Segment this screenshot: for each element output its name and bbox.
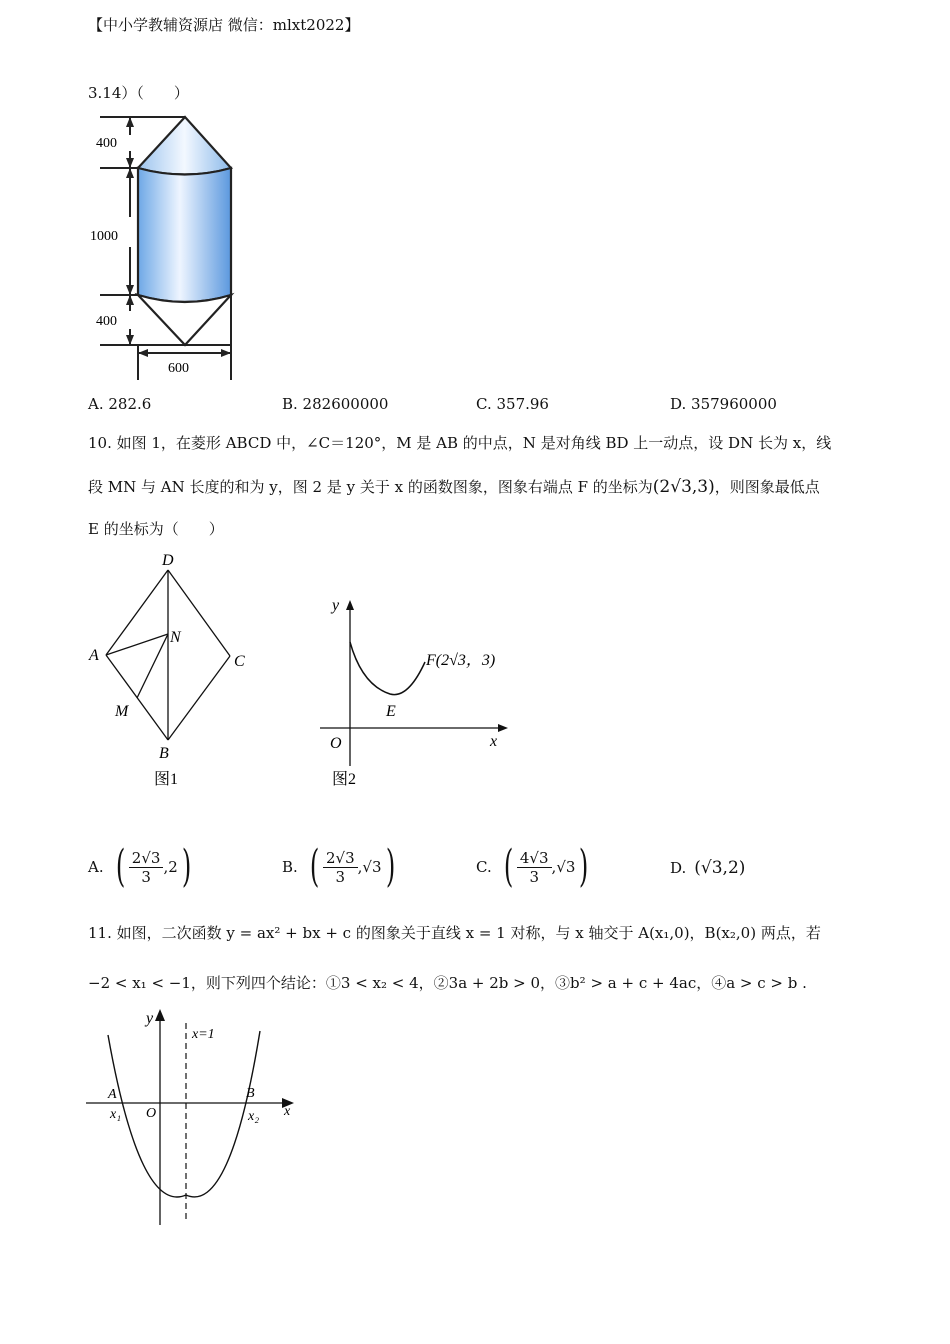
fig1-caption: 图1 [154, 771, 179, 788]
q9-stem-tail: 3.14）（ ） [88, 84, 189, 102]
label-x2: x₂ [248, 1109, 260, 1124]
q10-line2: 段 MN 与 AN 长度的和为 y，图 2 是 y 关于 x 的函数图象，图象右端点 F 的坐标为(2√3,3)，则图象最低点 [88, 477, 820, 497]
silo-figure [90, 105, 250, 385]
dim-bottom-label: 400 [96, 314, 117, 329]
q10-line1: 10. 如图 1，在菱形 ABCD 中，∠C＝120°，M 是 AB 的中点，N 是对角线 BD 上一动点，设 DN 长为 x，线 [88, 434, 832, 452]
label-e: E [386, 703, 396, 720]
top-cone [138, 117, 231, 175]
label-b: B [159, 745, 169, 762]
q10-option-c: C. ( $\frac{4√3}{3}$ ,√3 ) [476, 841, 589, 892]
label-c: C [234, 653, 245, 670]
bottom-cone [138, 295, 231, 345]
dim-width-label: 600 [168, 361, 189, 376]
function-graph-figure [310, 590, 525, 796]
q10-option-b: B. ( $\frac{2√3}{3}$ ,√3 ) [282, 841, 395, 892]
q9-option-d: D. 357960000 [670, 395, 777, 413]
q9-option-a: A. 282.6 [88, 395, 152, 413]
label-f: F(2√3，3) [426, 652, 496, 669]
function-curve [350, 642, 425, 695]
label-b: B [246, 1086, 255, 1101]
label-n: N [170, 629, 181, 646]
label-y-axis: y [332, 597, 340, 614]
q9-option-c: C. 357.96 [476, 395, 549, 413]
q11-line1: 11. 如图，二次函数 y = ax² + bx + c 的图象关于直线 x = 1 对称，与 x 轴交于 A(x₁,0)，B(x₂,0) 两点，若 [88, 924, 821, 942]
dim-mid-label: 1000 [90, 229, 118, 244]
label-m: M [115, 703, 129, 720]
parabola-curve [108, 1031, 260, 1197]
label-x-axis: x [490, 733, 498, 750]
label-a: A [89, 647, 99, 664]
q10-option-a: A. ( $\frac{2√3}{3}$ ,2 ) [88, 841, 192, 892]
label-origin: O [146, 1106, 157, 1121]
q11-line2: −2 < x₁ < −1，则下列四个结论：①3 < x₂ < 4，②3a + 2b > 0，③b² > a + c + 4ac，④a > c > b . [88, 974, 807, 992]
dim-top-label: 400 [96, 136, 117, 151]
q10-line3: E 的坐标为（ ） [88, 520, 224, 538]
label-d: D [162, 552, 174, 569]
rhombus-figure [80, 548, 260, 796]
q10-option-d: D. (√3,2) [670, 858, 746, 878]
label-x1: x₁ [110, 1107, 122, 1122]
label-y-axis: y [146, 1010, 154, 1027]
q9-option-b: B. 282600000 [282, 395, 389, 413]
label-a: A [108, 1087, 117, 1102]
fig2-caption: 图2 [332, 771, 357, 788]
label-origin: O [330, 735, 342, 752]
label-x-axis: x [284, 1104, 291, 1119]
source-tag: 【中小学教辅资源店 微信：mlxt2022】 [88, 16, 360, 34]
parabola-figure [80, 1005, 310, 1235]
cylinder [138, 168, 231, 302]
label-symmetry: x=1 [192, 1027, 215, 1042]
